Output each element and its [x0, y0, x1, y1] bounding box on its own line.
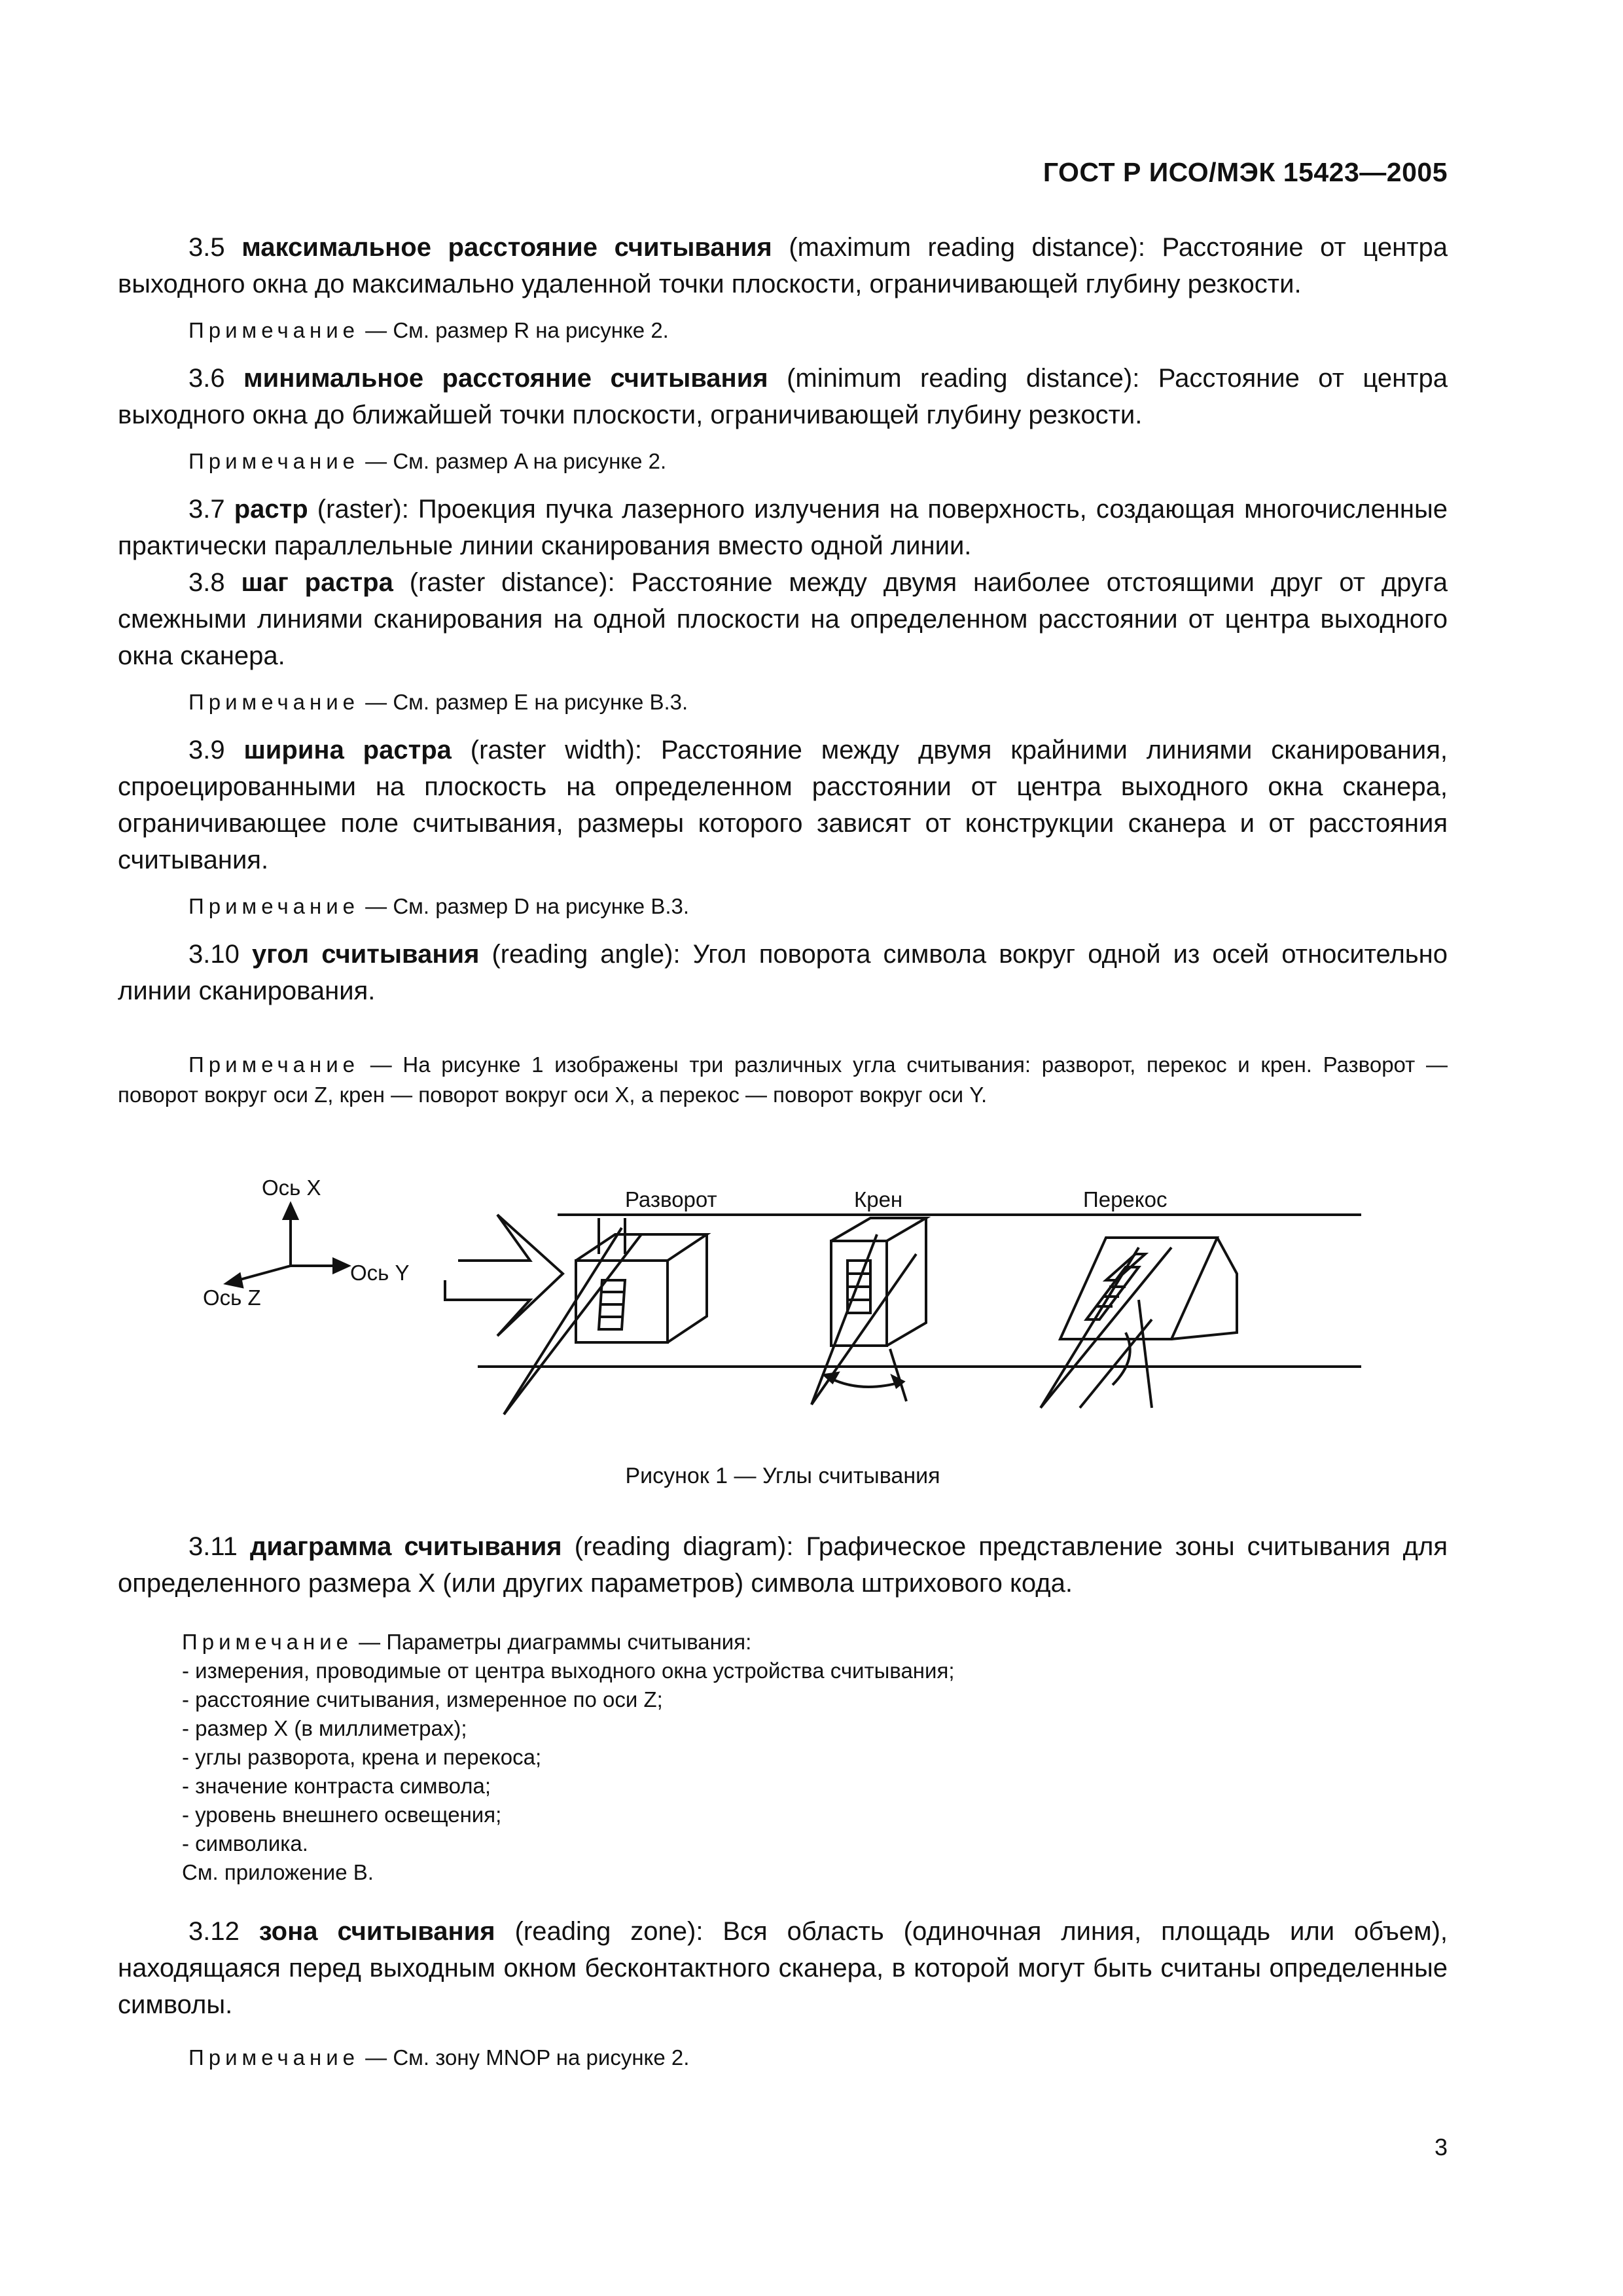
- definition-3-11: [118, 1528, 1448, 1602]
- definition-text: (raster): Проекция пучка лазерного излучения на поверхность, создающая многочисленные практически параллельные линии сканирования вместо одной линии.: [118, 495, 1448, 560]
- section-number: 3.5: [188, 233, 225, 262]
- note-text: — См. зону MNOP на рисунке 2.: [359, 2045, 690, 2070]
- definition-3-12: [118, 1913, 1448, 2023]
- axis-x-label: Ось X: [262, 1175, 321, 1200]
- section-number: 3.10: [188, 940, 240, 969]
- note-label: Примечание: [188, 318, 360, 342]
- label-perekos: Перекос: [1083, 1187, 1168, 1211]
- term: минимальное расстояние считывания: [243, 364, 768, 393]
- term: шаг растра: [241, 568, 393, 597]
- note-3-5: [118, 315, 1448, 346]
- axis-y-arrow: [334, 1259, 348, 1272]
- note-list-item: - расстояние считывания, измеренное по оси Z;: [182, 1687, 663, 1712]
- label-razvorot: Разворот: [625, 1187, 717, 1211]
- term: максимальное расстояние считывания: [241, 233, 772, 262]
- section-number: 3.6: [188, 364, 225, 393]
- definition-text: (maximum reading distance): Расстояние от центра выходного окна до максимально удаленной точки плоскости, ограничивающей глубину резкости.: [118, 233, 1448, 298]
- section-number: 3.7: [188, 495, 225, 524]
- standard-header: ГОСТ Р ИСО/МЭК 15423—2005: [1043, 157, 1448, 187]
- note-label: Примечание: [188, 1052, 360, 1077]
- note-3-11: [182, 1628, 1448, 1887]
- term: ширина растра: [243, 736, 452, 764]
- axis-y-label: Ось Y: [350, 1261, 410, 1285]
- definition-3-7: [118, 491, 1448, 564]
- note-text: — См. размер A на рисунке 2.: [359, 449, 667, 473]
- note-text: — На рисунке 1 изображены три различных угла считывания: разворот, перекос и крен. Разворот — поворот вокруг оси Z, крен — поворот вокруг оси X, а перекос — поворот вокруг оси Y.: [118, 1052, 1448, 1107]
- definition-text: (reading zone): Вся область (одиночная линия, площадь или объем), находящаяся перед выходным окном бесконтактного сканера, в которой могут быть считаны определенные символы.: [118, 1917, 1448, 2019]
- note-text: — Параметры диаграммы считывания:: [353, 1630, 752, 1654]
- figure-reading-angles: [118, 1169, 1448, 1444]
- axis-z-label: Ось Z: [203, 1285, 261, 1310]
- razvorot-box-side: [668, 1234, 707, 1342]
- note-list-item: - измерения, проводимые от центра выходного окна устройства считывания;: [182, 1659, 955, 1683]
- razvorot-box-top: [576, 1234, 707, 1261]
- term: растр: [234, 495, 308, 524]
- definition-3-5: [118, 229, 1448, 302]
- note-3-10: [118, 1050, 1448, 1110]
- note-label: Примечание: [188, 894, 360, 918]
- kren-box-top: [831, 1218, 926, 1241]
- definition-text: (raster width): Расстояние между двумя крайними линиями сканирования, спроецированными на плоскость на определенном расстоянии от центра выходного окна сканера, ограничивающее поле считывания, размеры которого зависят от конструкции сканера и от расстояния считывания.: [118, 736, 1448, 874]
- definition-text: (reading angle): Угол поворота символа вокруг одной из осей относительно линии сканирования.: [118, 940, 1448, 1005]
- note-list-item: См. приложение B.: [182, 1860, 374, 1884]
- note-label: Примечание: [188, 690, 360, 714]
- section-number: 3.12: [188, 1917, 240, 1946]
- definition-3-6: [118, 360, 1448, 433]
- note-3-12: [118, 2043, 1448, 2073]
- note-list-item: - размер X (в миллиметрах);: [182, 1716, 467, 1740]
- note-text: — См. размер D на рисунке B.3.: [359, 894, 690, 918]
- section-number: 3.11: [188, 1532, 238, 1561]
- note-list-item: - углы разворота, крена и перекоса;: [182, 1745, 542, 1769]
- definition-3-10: [118, 936, 1448, 1009]
- note-text: — См. размер R на рисунке 2.: [359, 318, 669, 342]
- note-text: — См. размер E на рисунке B.3.: [359, 690, 688, 714]
- definition-text: (reading diagram): Графическое представление зоны считывания для определенного размера X (или других параметров) символа штрихового кода.: [118, 1532, 1448, 1598]
- page-content: [118, 229, 1448, 2087]
- term: зона считывания: [259, 1917, 495, 1946]
- term: диаграмма считывания: [249, 1532, 562, 1561]
- definition-3-8: [118, 564, 1448, 674]
- figure-drawing: [118, 1169, 1448, 1444]
- note-list-item: - символика.: [182, 1831, 308, 1856]
- razvorot-beam-1: [504, 1228, 622, 1414]
- definition-text: (raster distance): Расстояние между двумя наиболее отстоящими друг от друга смежными линиями сканирования на одной плоскости на определенном расстоянии от центра выходного окна сканера.: [118, 568, 1448, 670]
- note-label: Примечание: [188, 2045, 360, 2070]
- perekos-box-side: [1171, 1238, 1237, 1339]
- definition-text: (minimum reading distance): Расстояние от центра выходного окна до ближайшей точки плоскости, ограничивающей глубину резкости.: [118, 364, 1448, 429]
- figure-caption: Рисунок 1 — Углы считывания: [625, 1463, 940, 1488]
- note-3-6: [118, 446, 1448, 476]
- section-number: 3.9: [188, 736, 225, 764]
- scan-direction-arrow: [445, 1215, 563, 1336]
- section-number: 3.8: [188, 568, 225, 597]
- definition-3-9: [118, 732, 1448, 878]
- note-3-9: [118, 891, 1448, 922]
- page-number: 3: [1434, 2134, 1448, 2161]
- axis-x-arrow: [284, 1204, 297, 1219]
- note-label: Примечание: [188, 449, 360, 473]
- note-3-8: [118, 687, 1448, 717]
- note-list-item: - значение контраста символа;: [182, 1774, 491, 1798]
- kren-beam-1: [812, 1234, 877, 1405]
- term: угол считывания: [251, 940, 480, 969]
- note-label: Примечание: [182, 1630, 353, 1654]
- note-list-item: - уровень внешнего освещения;: [182, 1803, 502, 1827]
- perekos-beam-2: [1041, 1247, 1171, 1408]
- note-intro: [182, 1628, 1448, 1657]
- label-kren: Крен: [854, 1187, 903, 1211]
